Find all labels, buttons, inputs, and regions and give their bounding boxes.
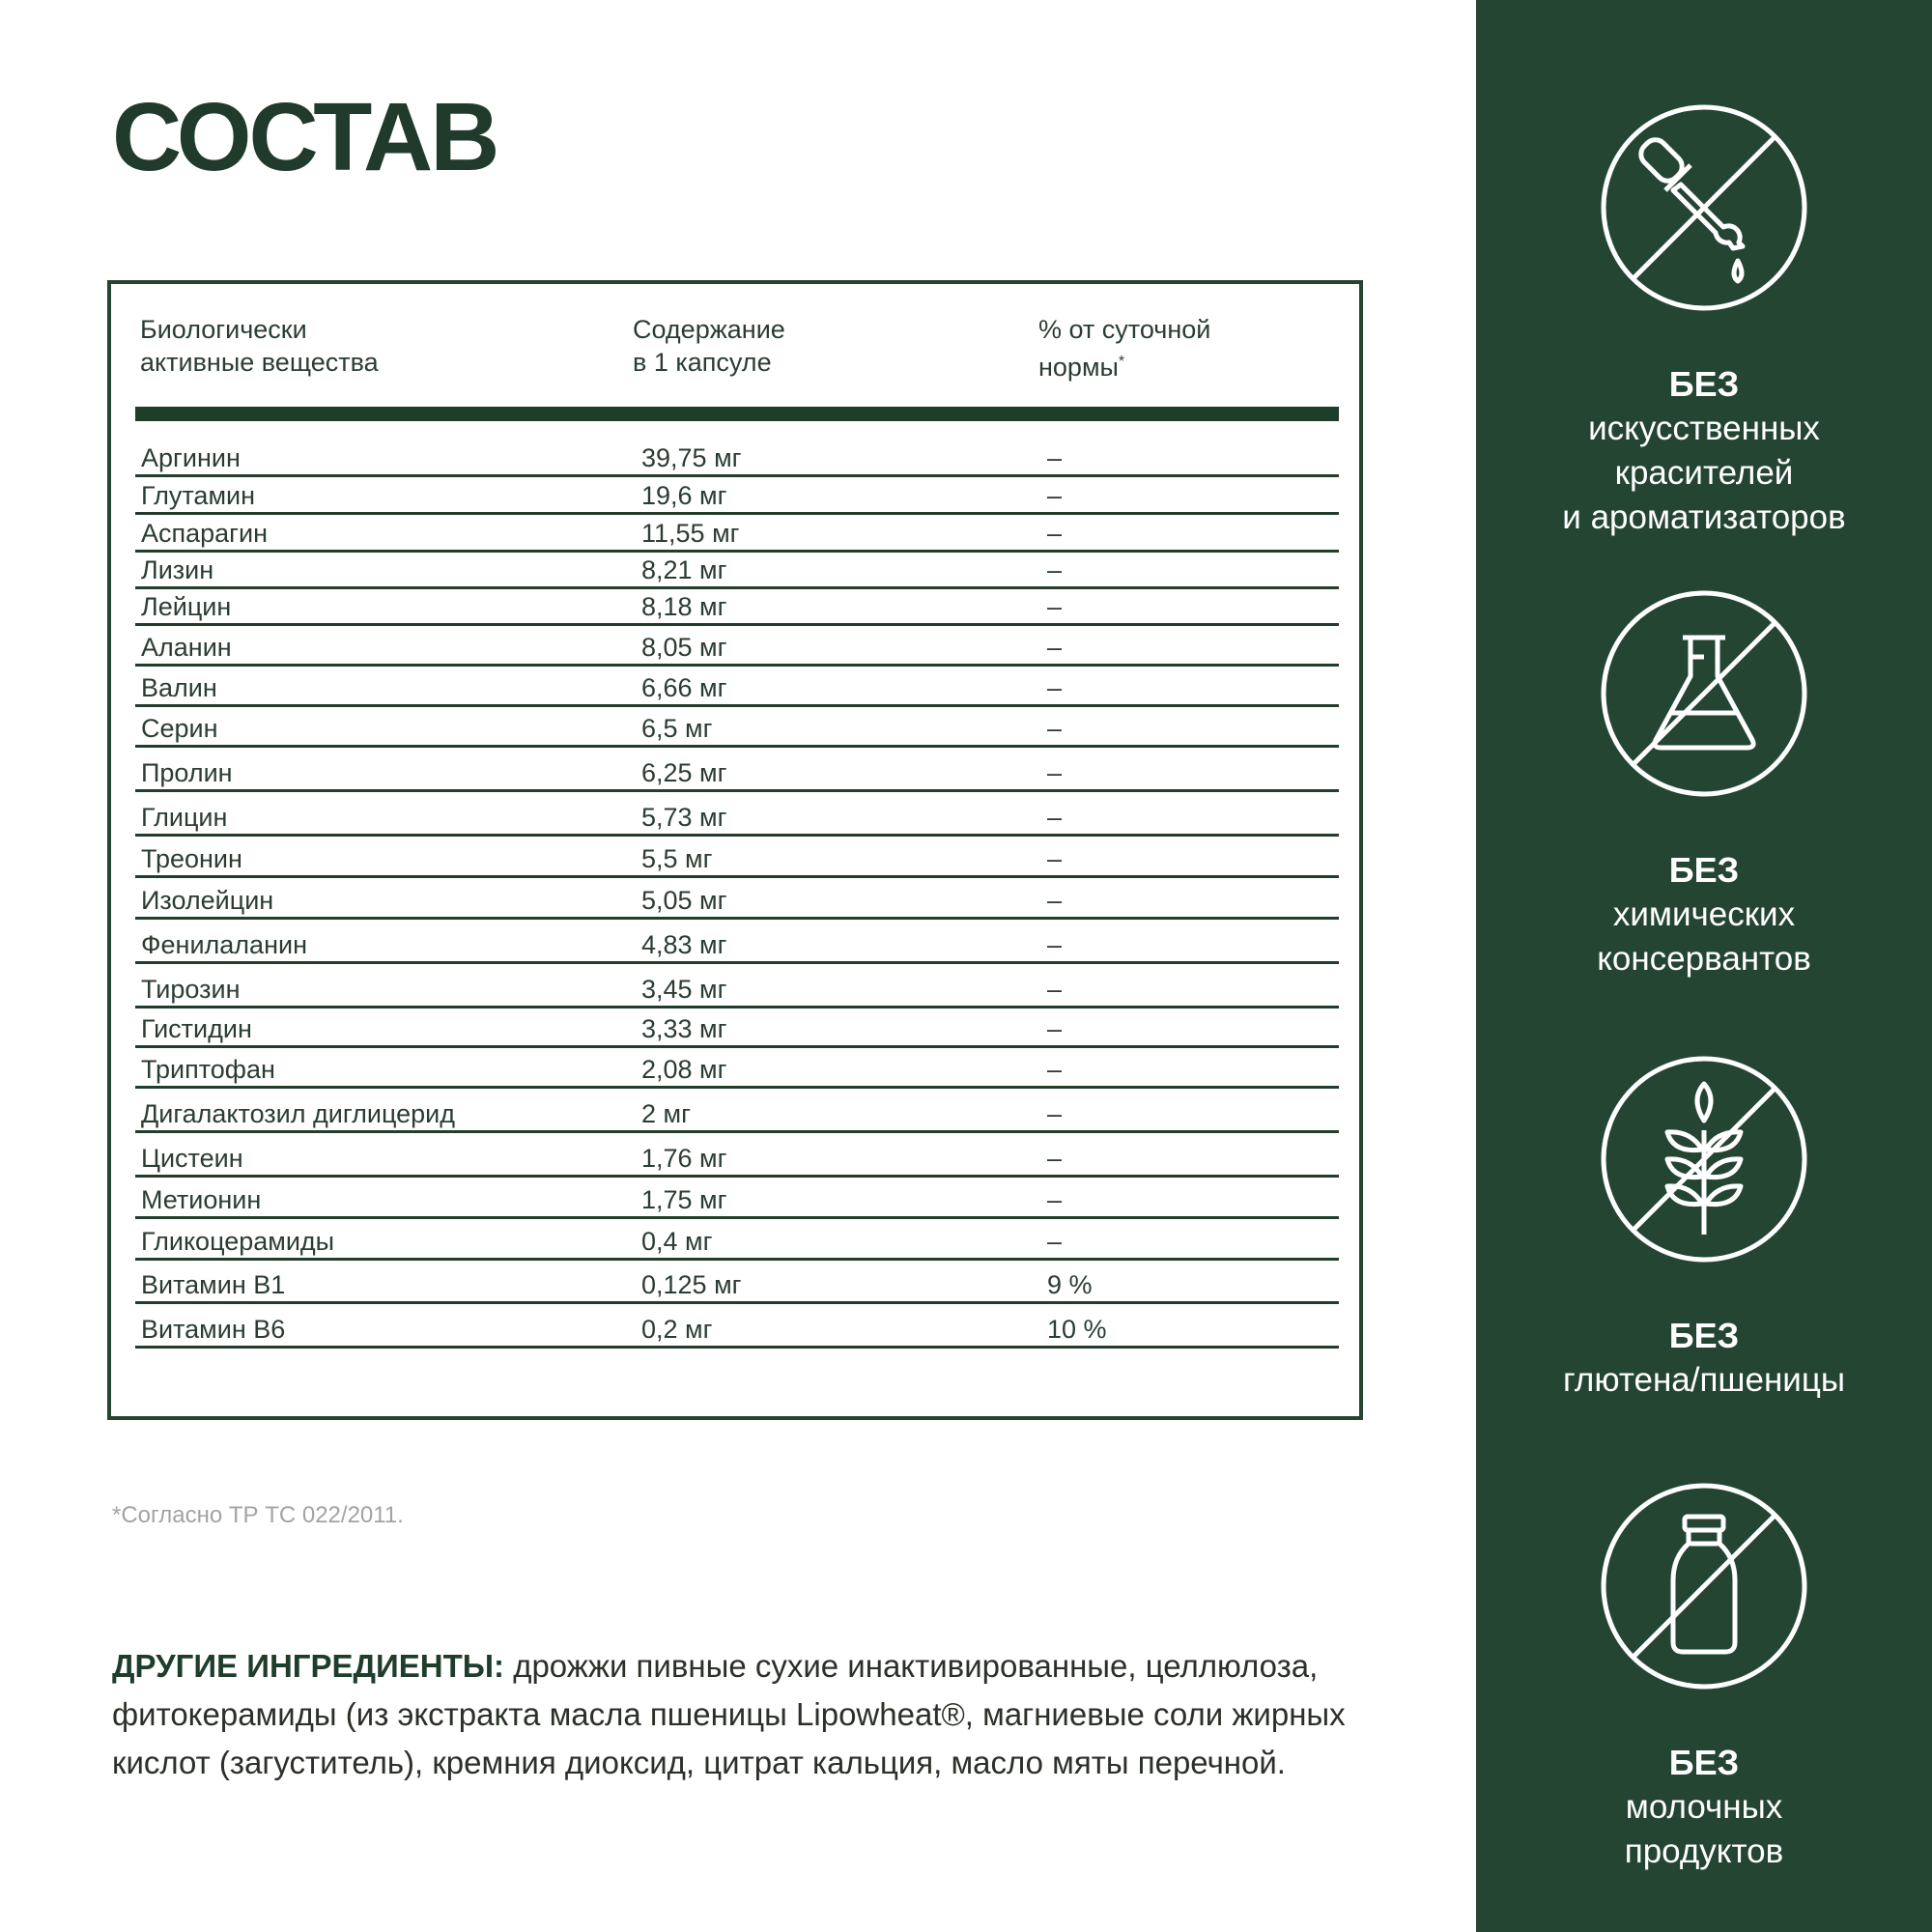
cell-amount: 0,2 мг — [641, 1315, 713, 1344]
cell-amount: 3,45 мг — [641, 975, 727, 1004]
table-row — [135, 1178, 1339, 1219]
cell-amount: 5,5 мг — [641, 844, 713, 873]
table-row — [135, 1009, 1339, 1048]
cell-norm: – — [1047, 1227, 1063, 1256]
table-row — [135, 667, 1339, 707]
table-row — [135, 1304, 1339, 1349]
table-body — [135, 443, 1339, 1349]
cell-substance: Глицин — [141, 803, 228, 832]
cell-amount: 6,25 мг — [641, 758, 727, 787]
table-row — [135, 477, 1339, 515]
header-divider — [135, 407, 1339, 421]
cell-substance: Триптофан — [141, 1055, 275, 1084]
cell-amount: 19,6 мг — [641, 481, 727, 510]
cell-amount: 1,76 мг — [641, 1144, 727, 1173]
cell-norm: – — [1047, 1099, 1063, 1128]
cell-amount: 8,05 мг — [641, 633, 727, 662]
composition-table — [107, 280, 1363, 1420]
cell-substance: Витамин В6 — [141, 1315, 286, 1344]
cell-substance: Цистеин — [141, 1144, 243, 1173]
header-content: Содержание в 1 капсуле — [633, 315, 785, 377]
cell-norm: – — [1047, 1014, 1063, 1043]
table-row — [135, 837, 1339, 878]
header-daily-norm: % от суточной нормы* — [1038, 315, 1211, 382]
table-header — [140, 313, 1338, 410]
cell-norm: – — [1047, 1185, 1063, 1214]
cell-substance: Дигалактозил диглицерид — [141, 1099, 455, 1128]
cell-norm: 10 % — [1047, 1315, 1107, 1344]
feature-head: БЕЗ — [1668, 1743, 1740, 1782]
cell-norm: – — [1047, 555, 1063, 584]
cell-norm: – — [1047, 930, 1063, 959]
features-sidebar — [1476, 0, 1932, 1932]
feature-head: БЕЗ — [1668, 1316, 1740, 1355]
cell-substance: Тирозин — [141, 975, 241, 1004]
cell-amount: 2,08 мг — [641, 1055, 727, 1084]
other-ingredients-label: ДРУГИЕ ИНГРЕДИЕНТЫ: — [112, 1648, 505, 1684]
table-row — [135, 589, 1339, 626]
feature-no-gluten: БЕЗ глютена/пшеницы — [1476, 1053, 1932, 1403]
cell-norm: – — [1047, 443, 1063, 472]
cell-amount: 3,33 мг — [641, 1014, 727, 1043]
table-row — [135, 515, 1339, 553]
cell-substance: Аспарагин — [141, 519, 269, 548]
header-substance: Биологически активные вещества — [140, 315, 379, 377]
cell-amount: 2 мг — [641, 1099, 691, 1128]
cell-norm: – — [1047, 844, 1063, 873]
cell-norm: – — [1047, 803, 1063, 832]
cell-substance: Гликоцерамиды — [141, 1227, 335, 1256]
cell-amount: 11,55 мг — [641, 519, 740, 548]
cell-amount: 39,75 мг — [641, 443, 742, 472]
cell-substance: Изолейцин — [141, 886, 274, 915]
cell-amount: 1,75 мг — [641, 1185, 727, 1214]
cell-amount: 4,83 мг — [641, 930, 727, 959]
table-row — [135, 1048, 1339, 1089]
cell-amount: 6,5 мг — [641, 714, 713, 743]
table-row — [135, 626, 1339, 667]
cell-substance: Витамин В1 — [141, 1270, 286, 1299]
table-row — [135, 707, 1339, 748]
other-ingredients-text: дрожжи пивные сухие инактивированные, целлюлоза, фитокерамиды (из экстракта масла пшеницы Lipowheat®, магниевые соли жирных кислот (загуститель), кремния диоксид, цитрат кальция, масло мяты перечной. — [112, 1648, 1346, 1780]
table-row — [135, 878, 1339, 920]
no-wheat-icon — [1598, 1053, 1810, 1265]
table-row — [135, 553, 1339, 589]
cell-substance: Глутамин — [141, 481, 255, 510]
cell-norm: – — [1047, 714, 1063, 743]
cell-substance: Аланин — [141, 633, 232, 662]
cell-amount: 6,66 мг — [641, 673, 727, 702]
other-ingredients — [112, 1642, 1349, 1787]
no-flask-icon — [1598, 587, 1810, 800]
table-row — [135, 1219, 1339, 1261]
cell-substance: Лейцин — [141, 592, 232, 621]
table-row — [135, 964, 1339, 1009]
cell-norm: – — [1047, 633, 1063, 662]
cell-substance: Лизин — [141, 555, 214, 584]
cell-norm: – — [1047, 1144, 1063, 1173]
table-row — [135, 792, 1339, 837]
asterisk: * — [1118, 354, 1125, 370]
cell-substance: Пролин — [141, 758, 233, 787]
feature-no-dyes: БЕЗ искусственных красителей и ароматизаторов — [1476, 101, 1932, 540]
cell-substance: Серин — [141, 714, 218, 743]
cell-substance: Треонин — [141, 844, 242, 873]
cell-norm: – — [1047, 1055, 1063, 1084]
cell-norm: 9 % — [1047, 1270, 1093, 1299]
cell-norm: – — [1047, 481, 1063, 510]
cell-substance: Валин — [141, 673, 217, 702]
cell-substance: Метионин — [141, 1185, 262, 1214]
page-title: СОСТАВ — [112, 83, 497, 191]
cell-norm: – — [1047, 886, 1063, 915]
cell-substance: Аргинин — [141, 443, 241, 472]
cell-norm: – — [1047, 758, 1063, 787]
cell-amount: 5,73 мг — [641, 803, 727, 832]
cell-amount: 0,4 мг — [641, 1227, 713, 1256]
cell-norm: – — [1047, 592, 1063, 621]
cell-amount: 0,125 мг — [641, 1270, 742, 1299]
feature-no-dairy: БЕЗ молочных продуктов — [1476, 1480, 1932, 1874]
feature-no-preservatives: БЕЗ химических консервантов — [1476, 587, 1932, 981]
table-row — [135, 748, 1339, 792]
no-dropper-icon — [1598, 101, 1810, 314]
feature-head: БЕЗ — [1668, 850, 1740, 890]
table-row — [135, 1089, 1339, 1133]
cell-norm: – — [1047, 975, 1063, 1004]
footnote: *Согласно ТР ТС 022/2011. — [112, 1502, 404, 1528]
cell-amount: 5,05 мг — [641, 886, 727, 915]
table-row — [135, 1261, 1339, 1304]
cell-amount: 8,21 мг — [641, 555, 727, 584]
cell-substance: Гистидин — [141, 1014, 252, 1043]
table-row — [135, 920, 1339, 964]
cell-norm: – — [1047, 673, 1063, 702]
table-row — [135, 443, 1339, 477]
no-milk-icon — [1598, 1480, 1810, 1692]
cell-norm: – — [1047, 519, 1063, 548]
feature-head: БЕЗ — [1668, 364, 1740, 404]
table-row — [135, 1133, 1339, 1178]
cell-amount: 8,18 мг — [641, 592, 727, 621]
cell-substance: Фенилаланин — [141, 930, 307, 959]
